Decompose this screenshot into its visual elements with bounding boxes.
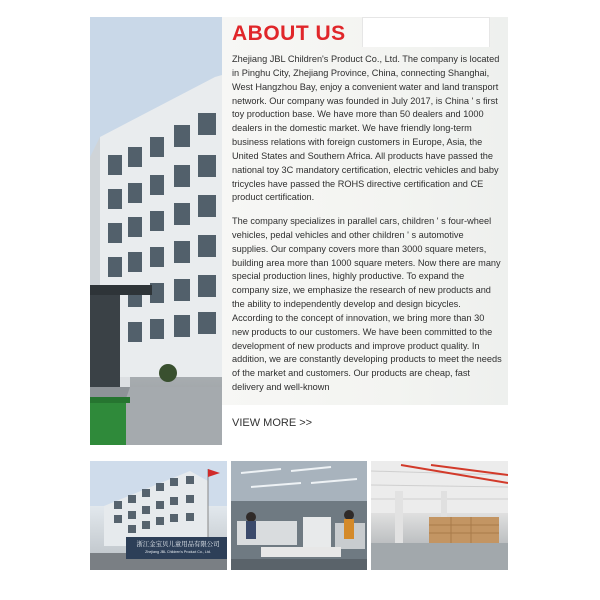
workshop-photo	[231, 461, 367, 570]
factory-sign-cn: 浙江金宝贝儿童用品有限公司	[136, 541, 220, 548]
factory-exterior-photo	[90, 461, 227, 570]
factory-sign	[132, 541, 224, 556]
about-paragraph-1: Zhejiang JBL Children's Product Co., Ltd. The company is located in Pinghu City, Zhejiang Province, China, connecting Shanghai, West Hangzhou Bay, enjoy a convenient water and land transport network. Our company was founded in July 2017, is China ' s first toy production base. We have more than 50 dealers and 1000 dealers in the domestic market. We have friendly long-term business relations with foreign customers in Europe, Asia, the United States and Southern Africa. All products have passed the national toy 3C mandatory certification, electric vehicles and baby tricycles have passed the ROHS directive certification and CE product certification.	[232, 54, 500, 203]
view-more-link[interactable]: VIEW MORE >>	[232, 417, 313, 429]
about-title: ABOUT US	[232, 22, 346, 45]
about-panel-tab	[362, 17, 490, 47]
about-paragraph-2: The company specializes in parallel cars, children ' s four-wheel vehicles, pedal vehicles and other children ' s automotive supplies. Our company covers more than 3000 square meters, building area more than 1000 square meters. Now there are many special production lines, highly productive. To expand the company size, we emphasize the research of new products and the ability to independently develop and design bicycles. According to the concept of innovation, we bring more than 30 new products to our customers. We have been committed to the development of new products and improve product quality. In addition, we are constantly developing products to meet the needs of the market and customers. Our products are cheap, fast delivery and well-known	[232, 216, 502, 393]
factory-sign-en: Zhejiang JBL Children's Product Co., Ltd.	[145, 550, 211, 554]
warehouse-photo	[371, 461, 508, 570]
building-photo	[90, 17, 222, 445]
